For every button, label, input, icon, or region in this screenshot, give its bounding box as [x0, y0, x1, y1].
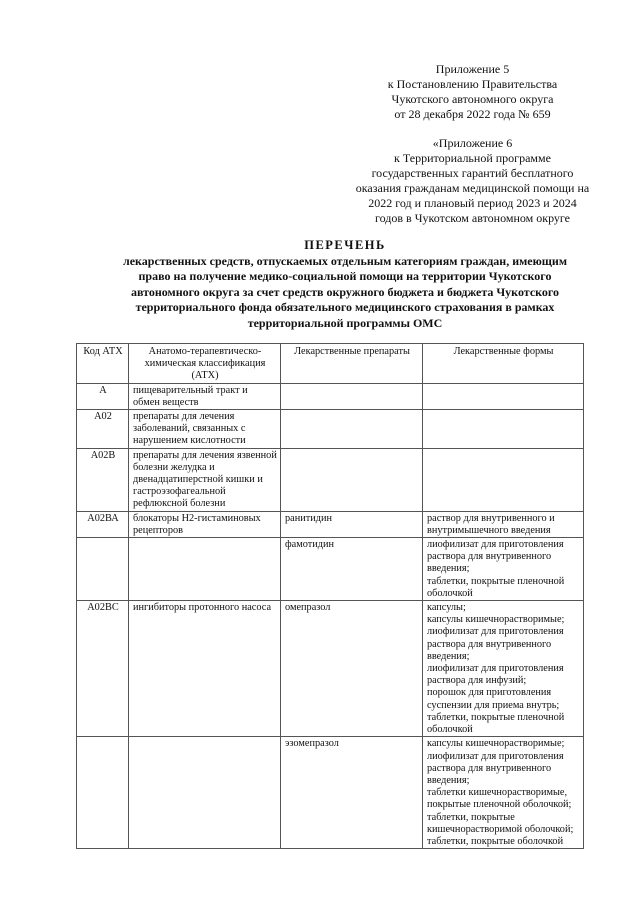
- atc-code-cell: А02ВС: [77, 601, 129, 737]
- appendix-6-line: годов в Чукотском автономном округе: [375, 211, 570, 225]
- appendix-6-line: оказания гражданам медицинской помощи на: [355, 181, 590, 195]
- title-line: лекарственных средств, отпускаемых отдельным категориям граждан, имеющим: [122, 253, 567, 268]
- header-code: Код АТХ: [77, 344, 129, 384]
- dosage-form-item: капсулы кишечнорастворимые;: [427, 614, 565, 626]
- drug-name-cell: ранитидин: [281, 511, 423, 537]
- title-line: территориального фонда обязательного медицинского страхования в рамках: [135, 300, 555, 314]
- classification-cell: ингибиторы протонного насоса: [129, 601, 281, 737]
- dosage-form-item: лиофилизат для приготовления раствора для инфузий;: [427, 663, 564, 687]
- dosage-form-item: капсулы;: [427, 602, 466, 614]
- appendix-5-line: Чукотского автономного округа: [391, 92, 554, 106]
- dosage-forms-cell: [423, 383, 584, 409]
- dosage-forms-cell: [423, 538, 584, 601]
- atc-code-cell: А: [77, 383, 129, 409]
- table-row: [77, 601, 584, 737]
- drug-name-cell: фамотидин: [281, 538, 423, 601]
- drug-name-cell: [281, 410, 423, 449]
- appendix-6-line: к Территориальной программе: [394, 151, 551, 165]
- classification-cell: блокаторы Н2-гистаминовых рецепторов: [129, 511, 281, 537]
- table-body: [77, 383, 584, 849]
- classification-cell: препараты для лечения язвенной болезни желудка и двенадцатиперстной кишки и гастроэзофагеальной рефлюксной болезни: [129, 448, 281, 511]
- drug-list-table: [76, 343, 584, 849]
- dosage-form-item: таблетки кишечнорастворимые, покрытые пленочной оболочкой;: [427, 787, 572, 811]
- atc-code-cell: [77, 538, 129, 601]
- dosage-form-item: таблетки, покрытые кишечнорастворимой оболочкой;: [427, 811, 574, 835]
- table-row: [77, 538, 584, 601]
- atc-code-cell: [77, 737, 129, 849]
- appendix-6-line: 2022 год и плановый период 2023 и 2024: [368, 196, 577, 210]
- atc-code-cell: А02В: [77, 448, 129, 511]
- table-header-row: [77, 344, 584, 384]
- header-forms: Лекарственные формы: [423, 344, 584, 384]
- title-line: право на получение медико-социальной помощи на территории Чукотского: [138, 269, 552, 283]
- drug-name-cell: [281, 448, 423, 511]
- title-heading: ПЕРЕЧЕНЬ: [304, 238, 386, 252]
- dosage-form-item: таблетки, покрытые пленочной оболочкой: [427, 711, 565, 736]
- table-row: [77, 410, 584, 449]
- appendix-5-line: к Постановлению Правительства: [387, 77, 558, 91]
- dosage-form-item: лиофилизат для приготовления раствора для внутривенного введения;: [427, 626, 564, 662]
- header-drugs: Лекарственные препараты: [281, 344, 423, 384]
- appendix-6-line: государственных гарантий бесплатного: [371, 166, 574, 180]
- classification-cell: [129, 737, 281, 849]
- appendix-5-line: Приложение 5: [435, 62, 510, 76]
- dosage-form-item: лиофилизат для приготовления раствора для внутривенного введения;: [427, 750, 564, 786]
- dosage-forms-cell: [423, 511, 584, 537]
- classification-cell: пищеварительный тракт и обмен веществ: [129, 383, 281, 409]
- dosage-form-item: таблетки, покрытые пленочной оболочкой: [427, 575, 565, 599]
- dosage-form-item: раствор для внутривенного и внутримышечного введения: [427, 512, 555, 536]
- appendix-5-block: [320, 62, 625, 122]
- dosage-form-item: лиофилизат для приготовления раствора для внутривенного введения;: [427, 539, 564, 575]
- appendix-5-line: от 28 декабря 2022 года № 659: [394, 107, 551, 121]
- table-row: [77, 448, 584, 511]
- dosage-forms-cell: [423, 601, 584, 737]
- document-title: [80, 238, 610, 331]
- appendix-6-line: «Приложение 6: [432, 136, 513, 150]
- classification-cell: [129, 538, 281, 601]
- drug-name-cell: эзомепразол: [281, 737, 423, 849]
- title-line: автономного округа за счет средств окружного бюджета и бюджета Чукотского: [130, 284, 560, 299]
- dosage-forms-cell: [423, 737, 584, 849]
- dosage-form-item: капсулы кишечнорастворимые;: [427, 738, 565, 750]
- appendix-6-block: [320, 136, 625, 226]
- dosage-forms-cell: [423, 410, 584, 449]
- title-line: территориальной программы ОМС: [247, 315, 443, 330]
- table-row: [77, 383, 584, 409]
- atc-code-cell: А02: [77, 410, 129, 449]
- drug-name-cell: [281, 383, 423, 409]
- table-row: [77, 511, 584, 537]
- classification-cell: препараты для лечения заболеваний, связанных с нарушением кислотности: [129, 410, 281, 449]
- dosage-form-item: порошок для приготовления суспензии для приема внутрь;: [427, 687, 560, 711]
- table-row: [77, 737, 584, 849]
- drug-name-cell: омепразол: [281, 601, 423, 737]
- dosage-form-item: таблетки, покрытые оболочкой: [427, 835, 564, 847]
- dosage-forms-cell: [423, 448, 584, 511]
- atc-code-cell: А02ВА: [77, 511, 129, 537]
- header-classification: Анатомо-терапевтическо-химическая классификация (АТХ): [129, 344, 281, 384]
